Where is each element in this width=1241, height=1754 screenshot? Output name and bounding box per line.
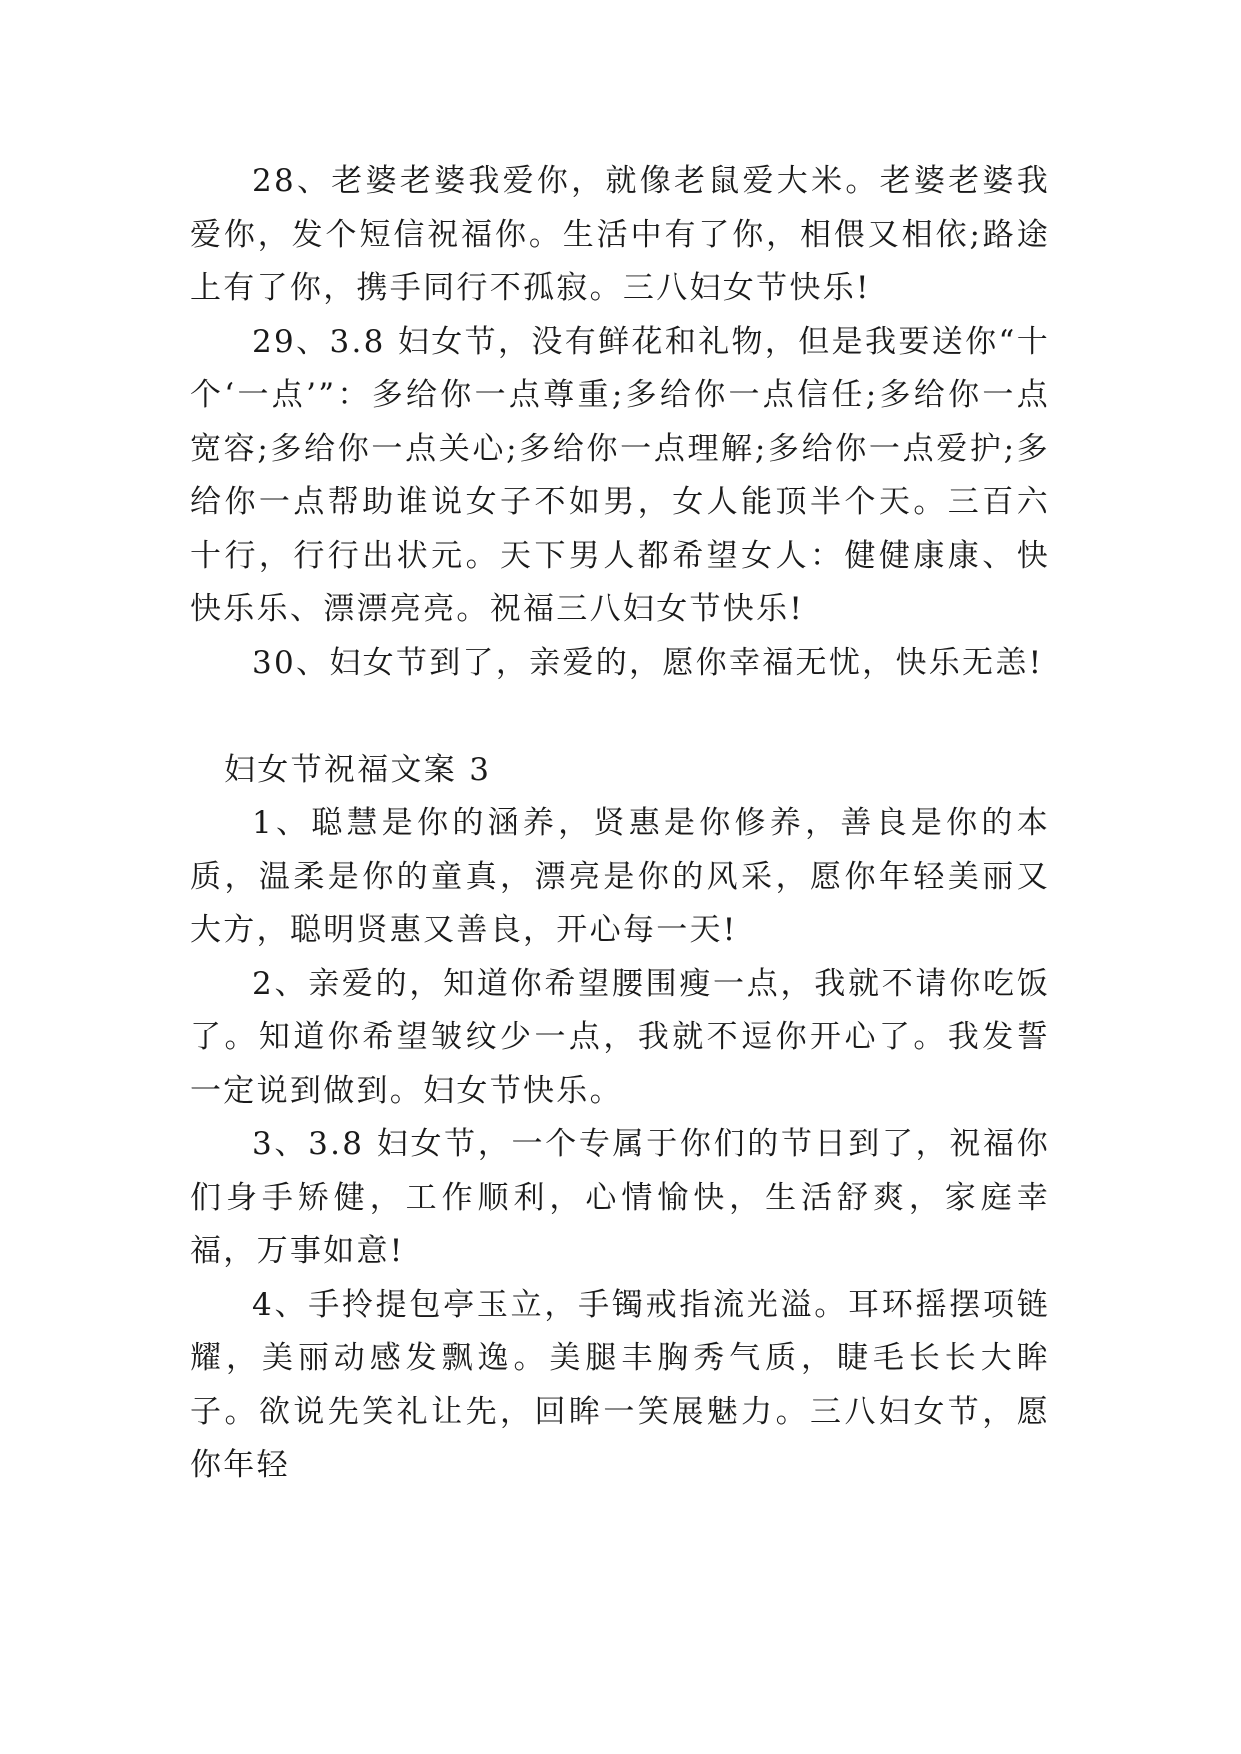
section-title: 妇女节祝福文案 3 (224, 751, 492, 788)
paragraph-29: 29、3.8 妇女节，没有鲜花和礼物，但是我要送你“十个‘一点’”：多给你一点尊重;多给你一点信任;多给你一点宽容;多给你一点关心;多给你一点理解;多给你一点爱护;多给你一点帮助谁说女子不如男，女人能顶半个天。三百六十行，行行出状元。天下男人都希望女人：健健康康、快快乐乐、漂漂亮亮。祝福三八妇女节快乐! (190, 323, 1050, 627)
paragraph-2: 2、亲爱的，知道你希望腰围瘦一点，我就不请你吃饭了。知道你希望皱纹少一点，我就不逗你开心了。我发誓一定说到做到。妇女节快乐。 (190, 965, 1050, 1109)
document-body (190, 155, 1050, 1493)
paragraph-4: 4、手拎提包亭玉立，手镯戒指流光溢。耳环摇摆项链耀，美丽动感发飘逸。美腿丰胸秀气质，睫毛长长大眸子。欲说先笑礼让先，回眸一笑展魅力。三八妇女节，愿你年轻 (190, 1286, 1050, 1483)
paragraph-1: 1、聪慧是你的涵养，贤惠是你修养，善良是你的本质，温柔是你的童真，漂亮是你的风采，愿你年轻美丽又大方，聪明贤惠又善良，开心每一天! (190, 805, 1050, 948)
paragraph-3: 3、3.8 妇女节，一个专属于你们的节日到了，祝福你们身手矫健，工作顺利，心情愉快，生活舒爽，家庭幸福，万事如意! (190, 1126, 1050, 1269)
paragraph-28: 28、老婆老婆我爱你，就像老鼠爱大米。老婆老婆我爱你，发个短信祝福你。生活中有了你，相偎又相依;路途上有了你，携手同行不孤寂。三八妇女节快乐! (190, 163, 1050, 306)
paragraph-30: 30、妇女节到了，亲爱的，愿你幸福无忧，快乐无恙! (252, 644, 1044, 681)
